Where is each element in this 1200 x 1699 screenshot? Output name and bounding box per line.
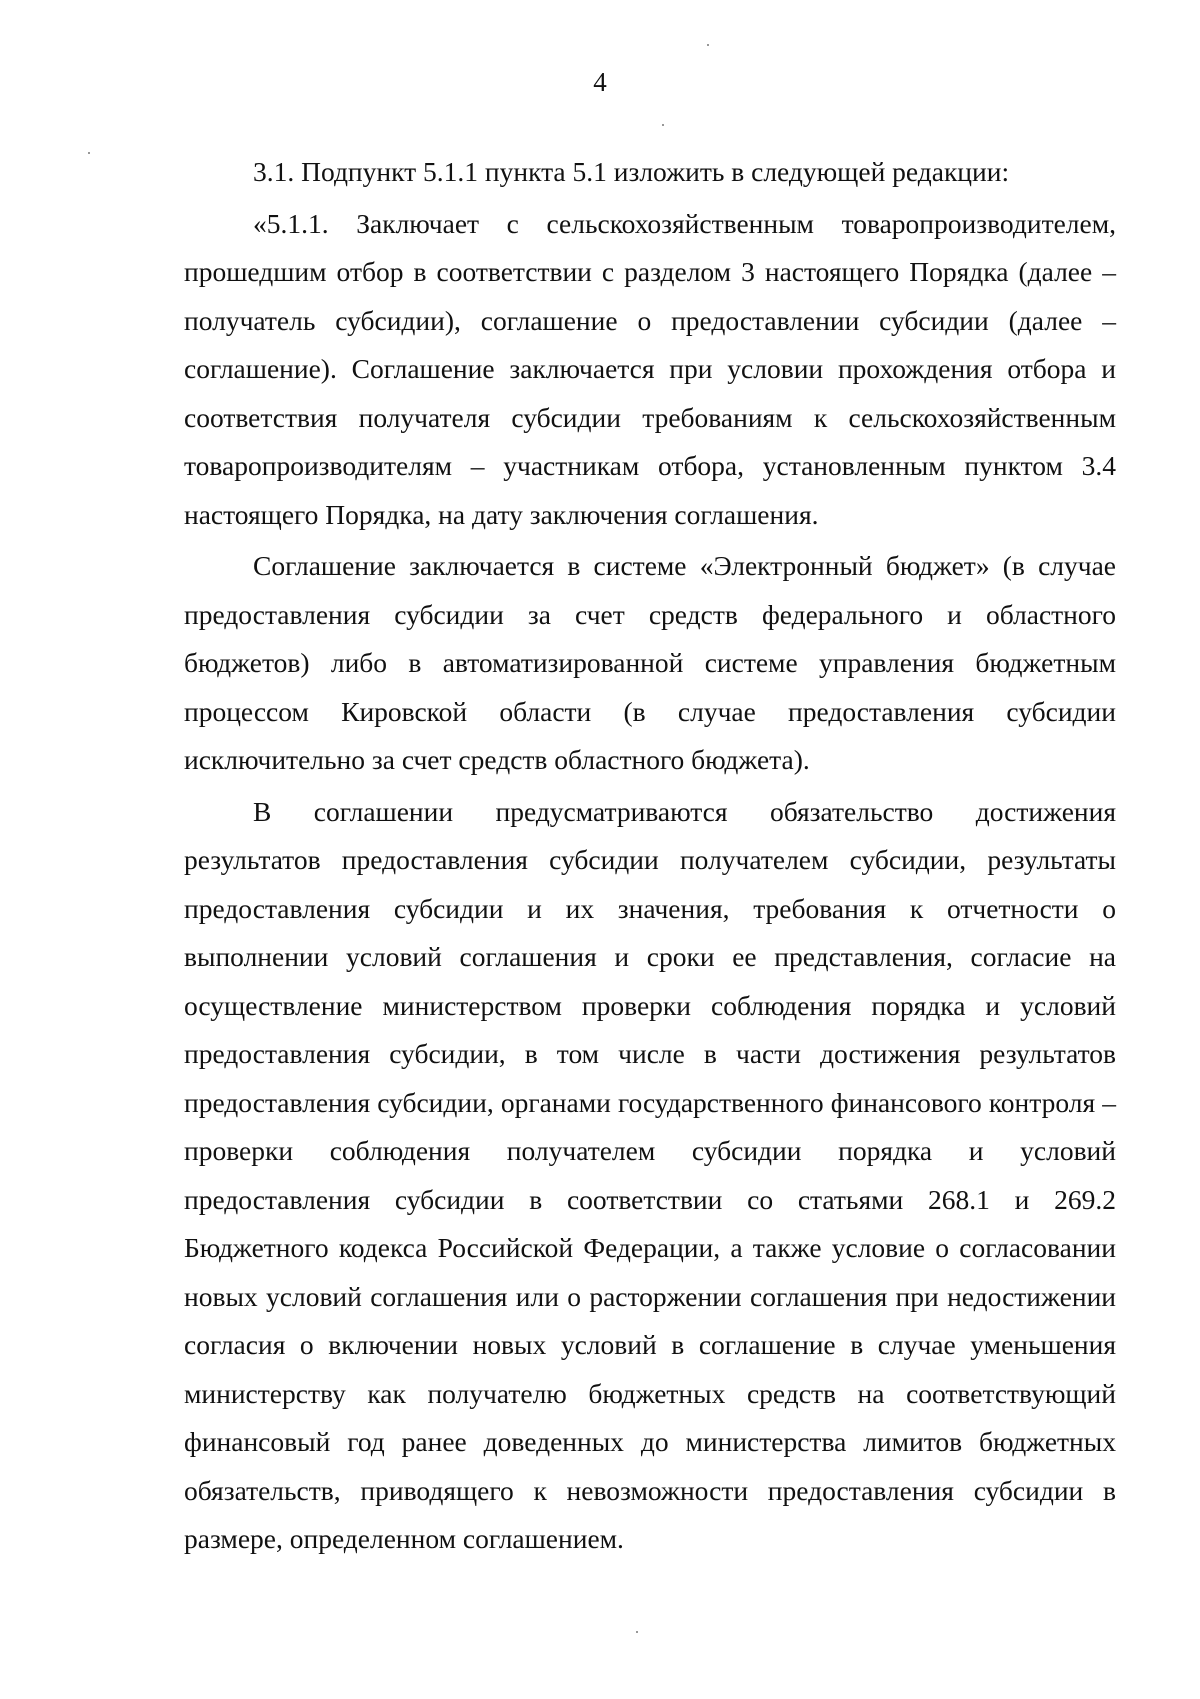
scan-speck — [707, 44, 709, 46]
paragraph-agreement-terms: В соглашении предусматриваются обязательство достижения результатов предоставления субсидии получателем субсидии, результаты предоставления субсидии и их значения, требования к отчетности о выполнении условий соглашения и сроки ее представления, согласие на осуществление министерством проверки соблюдения порядка и условий предоставления субсидии, в том числе в части достижения результатов предоставления субсидии, органами государственного финансового контроля – проверки соблюдения получателем субсидии порядка и условий предоставления субсидии в соответствии со статьями 268.1 и 269.2 Бюджетного кодекса Российской Федерации, а также условие о согласовании новых условий соглашения или о расторжении соглашения при недостижении согласия о включении новых условий в соглашение в случае уменьшения министерству как получателю бюджетных средств на соответствующий финансовый год ранее доведенных до министерства лимитов бюджетных обязательств, приводящего к невозможности предоставления субсидии в размере, определенном соглашением. — [184, 795, 1116, 1554]
scan-speck — [662, 124, 664, 126]
paragraph-amendment-intro: 3.1. Подпункт 5.1.1 пункта 5.1 изложить в следующей редакции: — [253, 156, 1010, 187]
paragraph-clause-5-1-1: «5.1.1. Заключает с сельскохозяйственным товаропроизводителем, прошедшим отбор в соответствии с разделом 3 настоящего Порядка (далее – получатель субсидии), соглашение о предоставлении субсидии (далее – соглашение). Соглашение заключается при условии прохождения отбора и соответствия получателя субсидии требованиям к сельскохозяйственным товаропроизводителям – участникам отбора, установленным пунктом 3.4 настоящего Порядка, на дату заключения соглашения. — [184, 207, 1116, 530]
document-body — [184, 148, 1116, 1567]
paragraph-agreement-system: Соглашение заключается в системе «Электронный бюджет» (в случае предоставления субсидии за счет средств федерального и областного бюджетов) либо в автоматизированной системе управления бюджетным процессом Кировской области (в случае предоставления субсидии исключительно за счет средств областного бюджета). — [184, 550, 1116, 775]
scan-speck — [88, 152, 90, 154]
page-number: 4 — [593, 67, 607, 97]
scan-speck — [636, 1631, 638, 1633]
